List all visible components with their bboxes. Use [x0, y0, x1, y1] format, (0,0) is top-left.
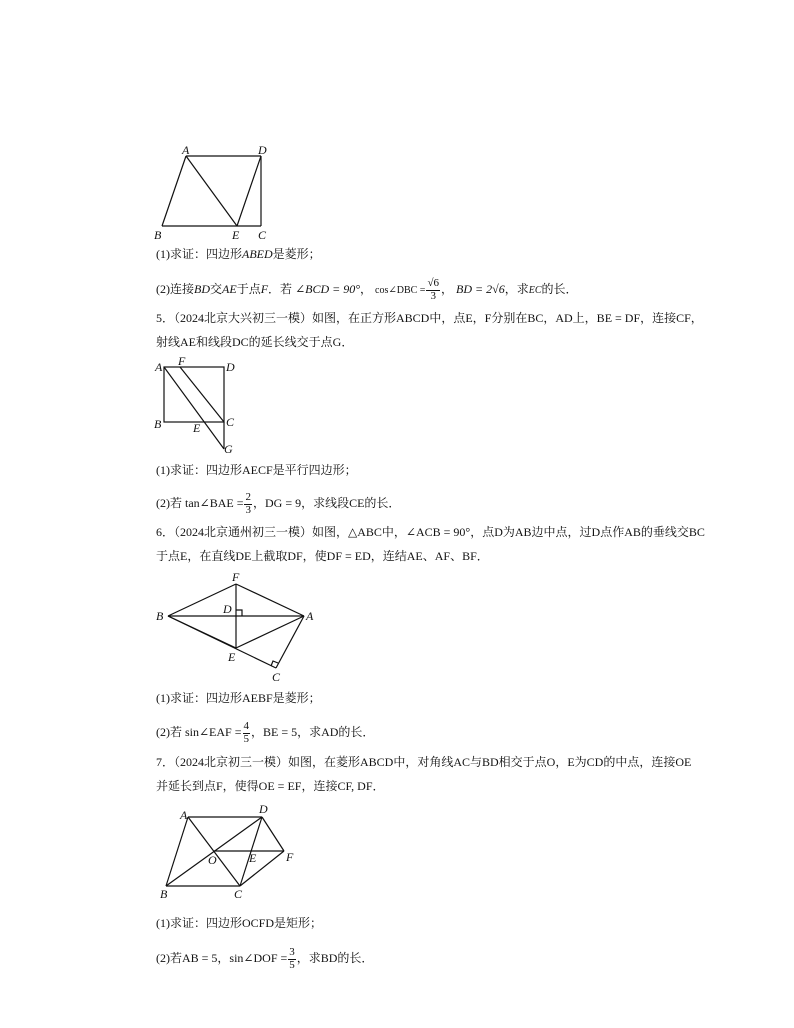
figure-rhombus-ocfd: [150, 800, 310, 905]
label-f: F: [178, 354, 186, 368]
label-a: A: [180, 808, 188, 822]
q5-part2: (2)若 tan∠BAE = $\frac{2}{3}$ ，DG = 9，求线段CE的长．: [156, 491, 401, 516]
label-b: B: [154, 228, 162, 242]
label-d: D: [226, 360, 235, 374]
label-e: E: [249, 851, 257, 865]
q7-part1: (1)求证：四边形OCFD是矩形；: [156, 916, 323, 930]
q6-part1: (1)求证：四边形AEBF是菱形；: [156, 691, 321, 705]
label-f: F: [232, 570, 240, 584]
label-e: E: [228, 650, 236, 664]
label-c: C: [234, 887, 243, 901]
figure-square-abcd: [150, 355, 250, 460]
label-c: C: [258, 228, 267, 242]
q5-part1: (1)求证：四边形AECF是平行四边形；: [156, 463, 357, 477]
q7-part2: (2)若AB = 5，sin∠DOF = $\frac{3}{5}$ ，求BD的长．: [156, 946, 374, 971]
figure-rhombus-aebf: [150, 570, 325, 685]
q6-part2: (2)若 sin∠EAF = $\frac{4}{5}$ ，BE = 5，求AD的长．: [156, 720, 375, 745]
label-a: A: [182, 143, 190, 157]
q4-part1: (1)求证：四边形ABED是菱形；: [156, 247, 321, 261]
q7-stem-line1: 7．（2024北京初三一模）如图，在菱形ABCD中，对角线AC与BD相交于点O，E为CD的中点，连接OE: [156, 755, 692, 769]
label-c: C: [226, 415, 235, 429]
q5-stem-line1: 5．（2024北京大兴初三一模）如图，在正方形ABCD中，点E，F分别在BC，AD上，BE = DF，连接CF，: [156, 311, 703, 325]
label-b: B: [156, 609, 164, 623]
label-e: E: [232, 228, 240, 242]
q7-stem-line2: 并延长到点F，使得OE = EF，连接CF, DF．: [156, 779, 385, 793]
figure-abed: [150, 143, 280, 243]
label-c: C: [272, 670, 281, 684]
label-d: D: [258, 143, 267, 157]
label-b: B: [160, 887, 168, 901]
label-o: O: [208, 853, 217, 867]
label-b: B: [154, 417, 162, 431]
q6-stem-line2: 于点E，在直线DE上截取DF，使DF = ED，连结AE、AF、BF．: [156, 549, 489, 563]
q4-part2: (2)连接BD交AE于点F．若 ∠BCD = 90°， cos∠DBC = $\frac{√6}{3}$ ， BD = 2√6，求EC的长．: [156, 277, 578, 302]
q6-stem-line1: 6．（2024北京通州初三一模）如图，△ABC中，∠ACB = 90°，点D为AB边中点，过D点作AB的垂线交BC: [156, 525, 705, 539]
label-e: E: [193, 421, 201, 435]
label-a: A: [155, 360, 163, 374]
label-d: D: [259, 802, 268, 816]
q5-stem-line2: 射线AE和线段DC的延长线交于点G．: [156, 335, 354, 349]
label-d: D: [223, 602, 232, 616]
label-g: G: [224, 442, 233, 456]
label-f: F: [286, 850, 294, 864]
label-a: A: [306, 609, 314, 623]
